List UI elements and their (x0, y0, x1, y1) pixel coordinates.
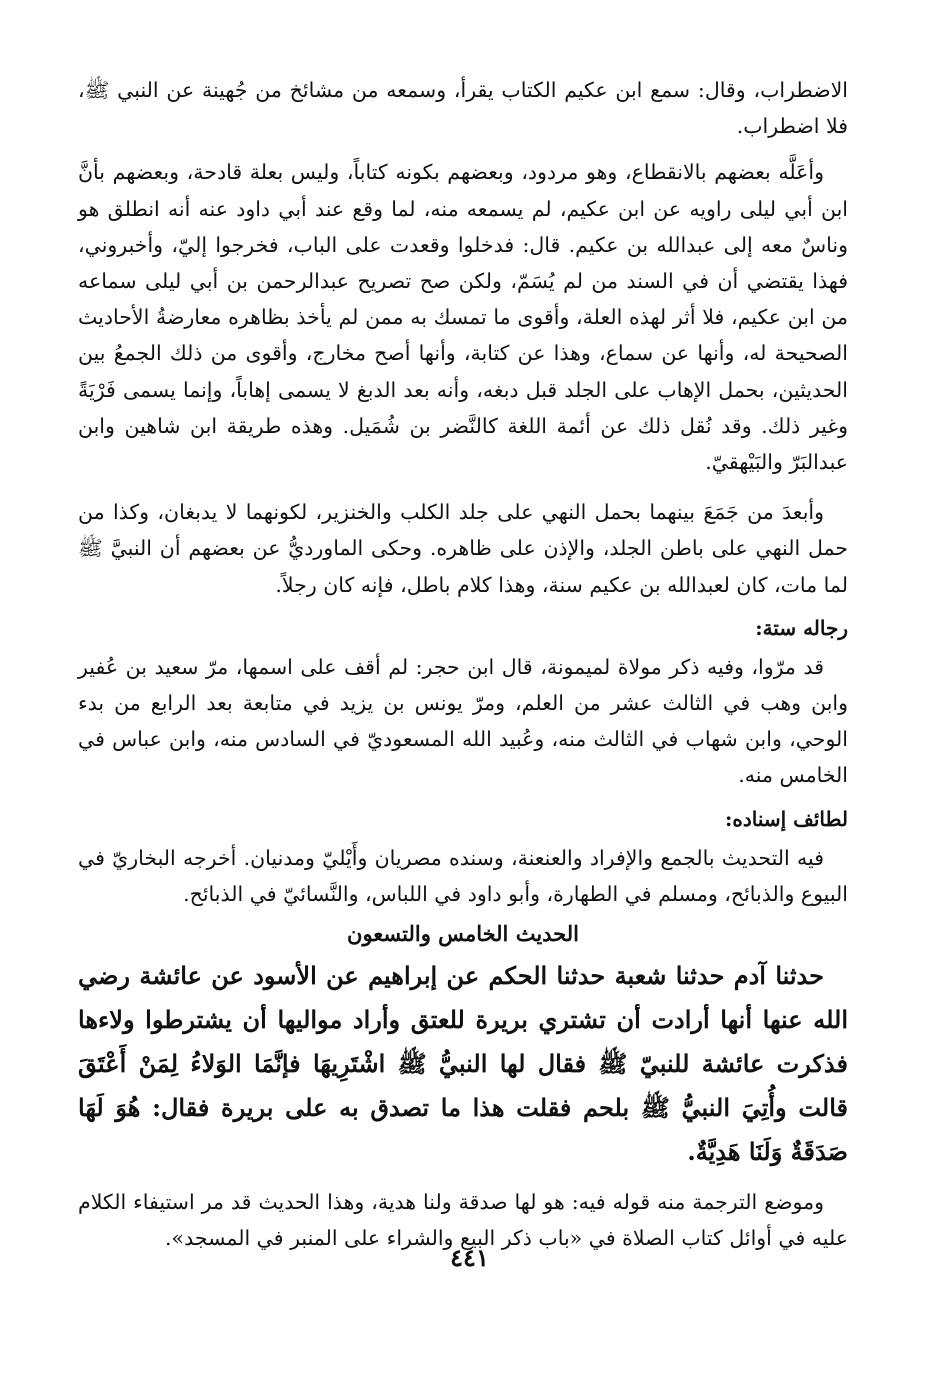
paragraph-1: الاضطراب، وقال: سمع ابن عكيم الكتاب يقرأ، وسمعه من مشائخ من جُهينة عن النبي ﷺ، فلا اضطراب. (78, 78, 848, 139)
paragraph-5: فيه التحديث بالجمع والإفراد والعنعنة، وسنده مصريان وأَيْليّ ومدنيان. أخرجه البخاريّ في البيوع والذبائح، ومسلم في الطهارة، وأبو داود في اللباس، والنَّسائيّ في الذبائح. (78, 845, 848, 906)
paragraph-2: وأعَلَّه بعضهم بالانقطاع، وهو مردود، وبعضهم بكونه كتاباً، وليس بعلة قادحة، وبعضهم بأنَّ ابن أبي ليلى راويه عن ابن عكيم، لم يسمعه منه، لما وقع عند أبي داود عنه أنه انطلق هو وناسٌ معه إلى عبدالله بن عكيم. قال: فدخلوا وقعدت على الباب، فخرجوا إليّ، وأخبروني، فهذا يقتضي أن في السند من لم يُسَمّ، ولكن صح تصريح عبدالرحمن بن أبي ليلى سماعه من ابن عكيم، فلا أثر لهذه العلة، وأقوى ما تمسك به ممن لم يأخذ بظاهره معارضةُ الأحاديث الصحيحة له، وأنها عن سماع، وهذا عن كتابة، وأنها أصح مخارج، وأقوى من ذلك الجمعُ بين الحديثين، بحمل الإهاب على الجلد قبل دبغه، وأنه بعد الدبغ لا يسمى إهاباً، وإنما يسمى فَرْيَةً وغير ذلك. وقد نُقل ذلك عن أئمة اللغة كالنَّضر بن شُمَيل. وهذه طريقة ابن شاهين وابن عبدالبَرّ والبَيْهقيّ. (78, 160, 848, 475)
paragraph-6: وموضع الترجمة منه قوله فيه: هو لها صدقة ولنا هدية، وهذا الحديث قد مر استيفاء الكلام عليه في أوائل كتاب الصلاة في «باب ذكر البيع والشراء على المنبر في المسجد». (78, 1190, 848, 1251)
hadith-text: حدثنا آدم حدثنا شعبة حدثنا الحكم عن إبراهيم عن الأسود عن عائشة رضي الله عنها أنها أرادت أن تشتري بريرة للعتق وأراد مواليها أن يشترطوا ولاءها فذكرت عائشة للنبيّ ﷺ فقال لها النبيُّ ﷺ اشْتَرِيهَا فإنَّمَا الوَلاءُ لِمَنْ أَعْتَقَ قالت وأُتِيَ النبيُّ ﷺ بلحم فقلت هذا ما تصدق به على بريرة فقال: هُوَ لَهَا صَدَقَةٌ وَلَنَا هَدِيَّةٌ. (78, 961, 848, 1167)
heading-rijal: رجاله ستة: (755, 615, 848, 640)
hadith-title: الحديث الخامس والتسعون (347, 921, 579, 947)
heading-lataif: لطائف إسناده: (724, 806, 848, 831)
page-number: ٤٤١ (450, 1243, 489, 1272)
paragraph-3: وأبعدَ من جَمَعَ بينهما بحمل النهي على جلد الكلب والخنزير، لكونهما لا يدبغان، وكذا من حمل النهي على باطن الجلد، والإذن على ظاهره. وحكى الماورديُّ عن بعضهم أن النبيَّ ﷺ لما مات، كان لعبدالله بن عكيم سنة، وهذا كلام باطل، فإنه كان رجلاً. (78, 500, 848, 597)
paragraph-4: قد مرّوا، وفيه ذكر مولاة لميمونة، قال ابن حجر: لم أقف على اسمها، مرّ سعيد بن عُفير وابن وهب في الثالث عشر من العلم، ومرّ يونس بن يزيد في متابعة بعد الرابع من بدء الوحي، وابن شهاب في الثالث منه، وعُبيد الله المسعوديّ في السادس منه، وابن عباس في الخامس منه. (78, 654, 848, 788)
page-content (78, 72, 848, 1256)
